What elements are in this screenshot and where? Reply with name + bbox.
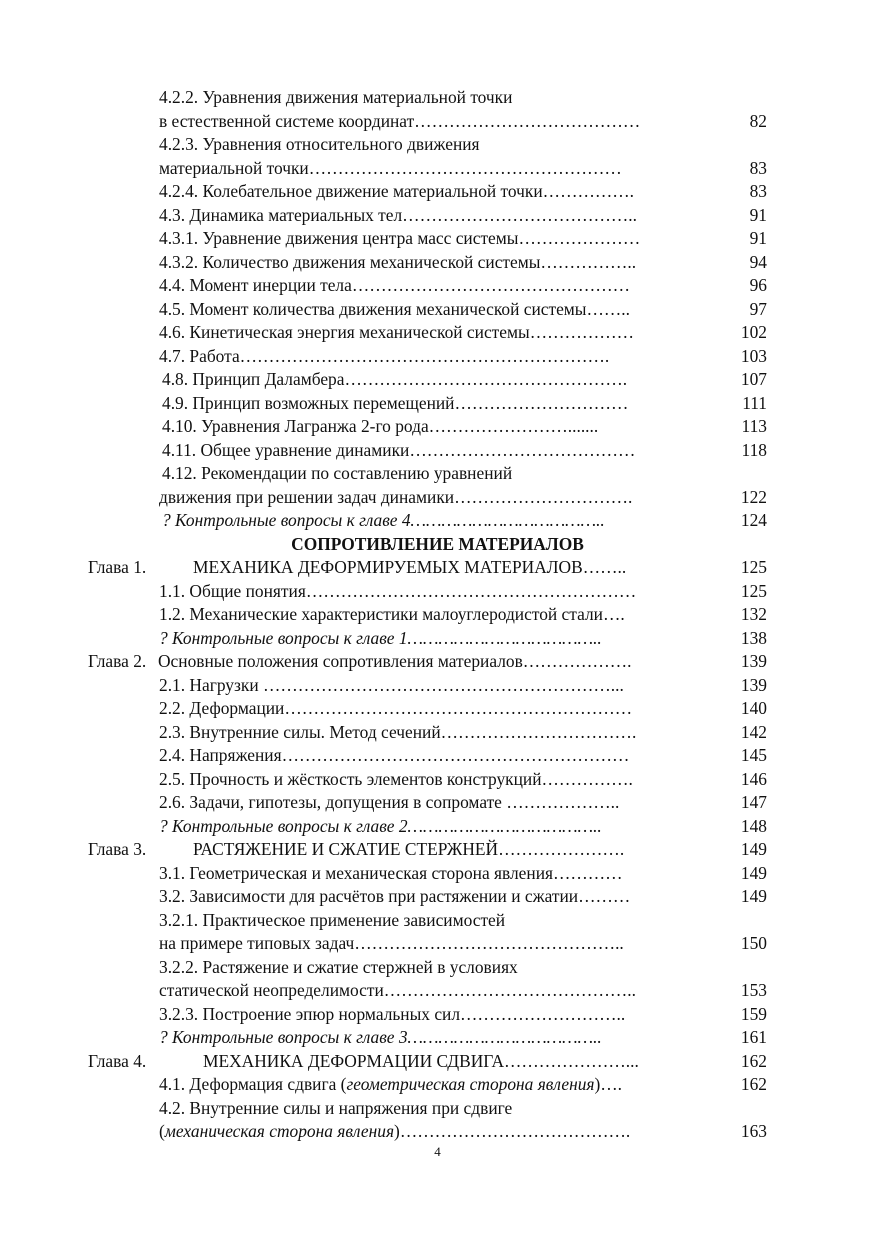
toc-line [0,838,875,862]
toc-text: 4.6. Кинетическая энергия механической системы……………… [159,322,635,342]
toc-text: материальной точки……………………………………………… [159,157,622,178]
toc-page-number: 91 [749,228,767,248]
toc-text: 4.2.4. Колебательное движение материальной точки……………. [159,181,634,201]
toc-text: МЕХАНИКА ДЕФОРМАЦИИ СДВИГА…………………... [203,1050,639,1071]
toc-text: Основные положения сопротивления материалов………………. [158,651,632,671]
toc-text: ? Контрольные вопросы к главе 3……………………………….. [159,1027,602,1047]
section-heading [0,533,875,557]
toc-line [0,909,875,933]
toc-text: ? Контрольные вопросы к главе 1……………………………….. [159,627,602,648]
toc-line [0,768,875,792]
chapter-label: Глава 2. [88,651,147,671]
toc-line [0,486,875,510]
toc-line [0,1026,875,1050]
toc-line [0,1120,875,1144]
toc-line [0,791,875,815]
section-title: СОПРОТИВЛЕНИЕ МАТЕРИАЛОВ [291,533,584,554]
toc-text: 2.4. Напряжения…………………………………………………… [159,745,630,765]
toc-line [0,110,875,134]
toc-line [0,603,875,627]
toc-text: в естественной системе координат………………………………… [159,110,641,131]
toc-line [0,345,875,369]
toc-line [0,509,875,533]
toc-text: 2.1. Нагрузки ……………………………………………………... [159,674,624,695]
toc-text: на примере типовых задач……………………………………….. [159,933,624,953]
toc-line [0,462,875,486]
toc-text: 3.1. Геометрическая и механическая сторона явления………… [159,862,623,883]
toc-line [0,815,875,839]
toc-page-number: 163 [740,1121,767,1141]
toc-page-number: 149 [740,862,767,883]
toc-page-number: 124 [740,510,767,530]
toc-page-number: 125 [740,557,767,577]
toc-text-italic-part: механическая сторона явления [164,1121,395,1141]
toc-page-number: 83 [749,157,767,178]
toc-text-part: 4.1. Деформация сдвига ( [159,1074,347,1094]
toc-page-number: 145 [740,745,767,765]
toc-text [159,1073,622,1097]
toc-text: 4.11. Общее уравнение динамики………………………………… [162,439,636,460]
toc-line [0,556,875,580]
toc-page-number: 107 [740,369,767,389]
toc-text-italic-part: геометрическая сторона явления [346,1074,595,1094]
toc-text: 4.9. Принцип возможных перемещений………………………… [162,392,629,413]
toc-line [0,227,875,251]
toc-line [0,650,875,674]
toc-text-part: )…. [594,1074,623,1094]
toc-text: 4.12. Рекомендации по составлению уравнений [162,463,513,483]
toc-text: статической неопределимости…………………………………….. [159,980,636,1000]
toc-line [0,862,875,886]
chapter-label: Глава 4. [88,1050,147,1071]
toc-page-number: 96 [749,275,767,295]
toc-page-number: 132 [740,604,767,624]
toc-line [0,956,875,980]
toc-page-number: 103 [740,345,767,366]
toc-text: МЕХАНИКА ДЕФОРМИРУЕМЫХ МАТЕРИАЛОВ…….. [193,557,627,577]
toc-line [0,721,875,745]
chapter-label: Глава 1. [88,557,147,577]
toc-text-part: )…………………………………. [394,1121,631,1141]
toc-page-number: 159 [740,1003,767,1024]
toc-text: 4.10. Уравнения Лагранжа 2-го рода……………………....... [162,416,599,436]
toc-page-number: 162 [740,1050,767,1071]
toc-line [0,744,875,768]
toc-line [0,1073,875,1097]
toc-line [0,1003,875,1027]
toc-page-number: 140 [740,698,767,718]
toc-text: 1.2. Механические характеристики малоуглеродистой стали…. [159,604,625,624]
toc-text: 4.3.2. Количество движения механической системы…………….. [159,251,637,272]
toc-text [159,1120,630,1144]
toc-line [0,204,875,228]
toc-text: 1.1. Общие понятия………………………………………………… [159,580,637,601]
toc-page-number: 161 [740,1027,767,1047]
toc-text: 2.6. Задачи, гипотезы, допущения в сопромате ……………….. [159,792,620,812]
toc-page-number: 147 [740,792,767,812]
toc-page-number: 97 [749,298,767,319]
toc-text: 4.5. Момент количества движения механической системы…….. [159,298,630,319]
toc-page-number: 125 [740,580,767,601]
toc-line [0,251,875,275]
toc-text: 4.3.1. Уравнение движения центра масс системы………………… [159,228,641,248]
toc-text: 3.2.3. Построение эпюр нормальных сил……………………….. [159,1003,626,1024]
toc-line [0,157,875,181]
toc-line [0,274,875,298]
toc-page-number: 82 [749,110,767,131]
toc-text: 2.3. Внутренние силы. Метод сечений……………………………. [159,721,637,742]
toc-line [0,674,875,698]
page-number: 4 [434,1144,441,1159]
toc-line [0,932,875,956]
toc-line [0,86,875,110]
toc-page-number: 122 [740,486,767,507]
toc-line [0,627,875,651]
toc-line [0,439,875,463]
toc-text: 3.2.2. Растяжение и сжатие стержней в условиях [159,956,518,977]
toc-text: 4.2. Внутренние силы и напряжения при сдвиге [159,1097,513,1118]
toc-text: РАСТЯЖЕНИЕ И СЖАТИЕ СТЕРЖНЕЙ…………………. [193,839,625,859]
toc-text: 3.2. Зависимости для расчётов при растяжении и сжатии……… [159,886,631,906]
toc-text: 4.2.3. Уравнения относительного движения [159,134,480,154]
toc-text: ? Контрольные вопросы к главе 2……………………………….. [159,815,602,836]
toc-page-number: 162 [740,1074,767,1094]
toc-line [0,321,875,345]
toc-line [0,392,875,416]
toc-text-part: ( [159,1121,165,1141]
toc-line [0,979,875,1003]
toc-line [0,1097,875,1121]
toc-page-number: 94 [749,251,767,272]
toc-page-number: 91 [749,204,767,225]
toc-page-number: 148 [740,815,767,836]
toc-line [0,885,875,909]
toc-line [0,697,875,721]
toc-text: 4.4. Момент инерции тела………………………………………… [159,275,631,295]
toc-page-number: 102 [740,322,767,342]
toc-text: 3.2.1. Практическое применение зависимостей [159,909,506,930]
toc-text: 4.8. Принцип Даламбера…………………………………………. [162,369,628,389]
toc-page-number: 146 [740,768,767,789]
toc-line [0,180,875,204]
toc-text: движения при решении задач динамики…………………………. [159,486,633,507]
toc-line [0,415,875,439]
toc-text: 4.7. Работа………………………………………………………. [159,345,610,366]
toc-page-number: 113 [741,416,767,436]
toc-page-number: 83 [749,181,767,201]
toc-page-number: 153 [740,980,767,1000]
toc-line [0,368,875,392]
toc-page-number: 149 [740,839,767,859]
toc-line [0,1050,875,1074]
toc-page-number: 138 [740,627,767,648]
toc-text: 4.2.2. Уравнения движения материальной точки [159,87,513,107]
toc-text: 4.3. Динамика материальных тел………………………………….. [159,204,637,225]
toc-line [0,580,875,604]
toc-page-number: 139 [740,651,767,671]
toc-page-number: 139 [740,674,767,695]
toc-text: 2.5. Прочность и жёсткость элементов конструкций……………. [159,768,633,789]
toc-page-number: 142 [740,721,767,742]
toc-text: 2.2. Деформации…………………………………………………… [159,698,633,718]
chapter-label: Глава 3. [88,839,147,859]
toc-line [0,298,875,322]
toc-page-number: 149 [740,886,767,906]
toc-line [0,133,875,157]
toc-page-number: 150 [740,933,767,953]
toc-page-number: 111 [742,392,767,413]
toc-text: ? Контрольные вопросы к главе 4……………………………….. [162,510,605,530]
toc-page-number: 118 [741,439,767,460]
